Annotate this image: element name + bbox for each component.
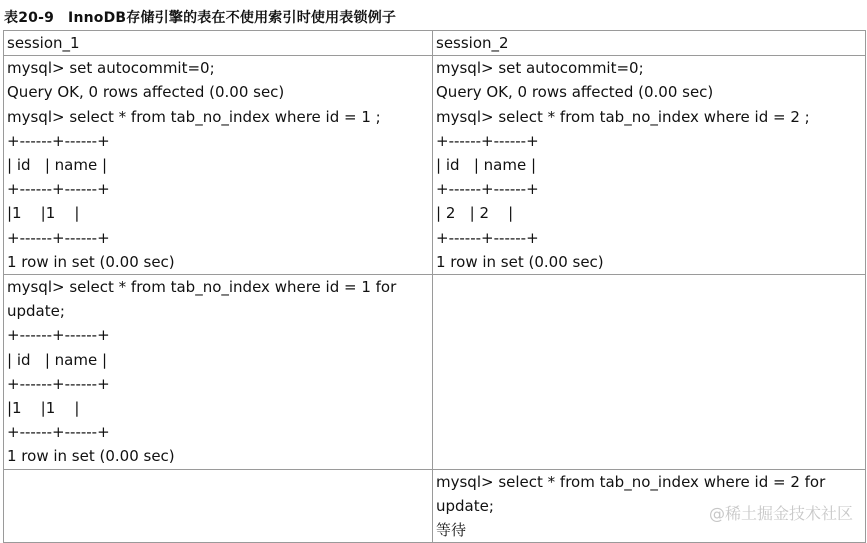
result-data-line: |1 |1 | xyxy=(7,204,80,223)
result-summary-line: 1 row in set (0.00 sec) xyxy=(436,252,604,271)
result-summary-line: 1 row in set (0.00 sec) xyxy=(7,447,175,466)
table-row xyxy=(4,275,866,470)
sql-line: update; xyxy=(7,302,65,321)
result-border-line: +------+------+ xyxy=(7,228,110,247)
result-header-line: | id | name | xyxy=(7,350,107,369)
result-summary-line: 1 row in set (0.00 sec) xyxy=(7,252,175,271)
header-row xyxy=(4,31,866,56)
result-border-line: +------+------+ xyxy=(7,131,110,150)
result-border-line: +------+------+ xyxy=(7,326,110,345)
result-border-line: +------+------+ xyxy=(7,374,110,393)
result-border-line: +------+------+ xyxy=(7,180,110,199)
sql-line: mysql> select * from tab_no_index where id = 1 ; xyxy=(7,107,381,126)
result-border-line: +------+------+ xyxy=(436,180,539,199)
result-header-line: | id | name | xyxy=(7,156,107,175)
lock-example-table xyxy=(3,30,866,543)
result-border-line: +------+------+ xyxy=(436,131,539,150)
sql-line: mysql> set autocommit=0; xyxy=(436,59,644,78)
sql-line: mysql> select * from tab_no_index where id = 2 ; xyxy=(436,107,810,126)
header-session-2: session_2 xyxy=(433,31,866,56)
cell-row2-session-2-empty xyxy=(433,275,866,470)
table-caption xyxy=(4,7,396,27)
table-row xyxy=(4,56,866,275)
caption-title: InnoDB存储引擎的表在不使用索引时使用表锁例子 xyxy=(68,10,397,26)
sql-line: mysql> select * from tab_no_index where id = 1 for xyxy=(7,278,397,297)
result-border-line: +------+------+ xyxy=(436,228,539,247)
wait-status-line: 等待 xyxy=(436,521,467,540)
result-border-line: +------+------+ xyxy=(7,423,110,442)
sql-line: mysql> select * from tab_no_index where id = 2 for xyxy=(436,472,826,491)
cell-row2-session-1 xyxy=(4,275,433,470)
sql-line: Query OK, 0 rows affected (0.00 sec) xyxy=(7,83,285,102)
header-session-1: session_1 xyxy=(4,31,433,56)
sql-line: update; xyxy=(436,496,494,515)
result-data-line: |1 |1 | xyxy=(7,399,80,418)
watermark: @稀土掘金技术社区 xyxy=(708,504,853,523)
sql-line: Query OK, 0 rows affected (0.00 sec) xyxy=(436,83,714,102)
result-header-line: | id | name | xyxy=(436,156,536,175)
caption-number: 表20-9 xyxy=(4,10,55,26)
cell-row1-session-1 xyxy=(4,56,433,275)
cell-row1-session-2 xyxy=(433,56,866,275)
result-data-line: | 2 | 2 | xyxy=(436,204,514,223)
cell-row3-session-1-empty xyxy=(4,469,433,543)
sql-line: mysql> set autocommit=0; xyxy=(7,59,215,78)
